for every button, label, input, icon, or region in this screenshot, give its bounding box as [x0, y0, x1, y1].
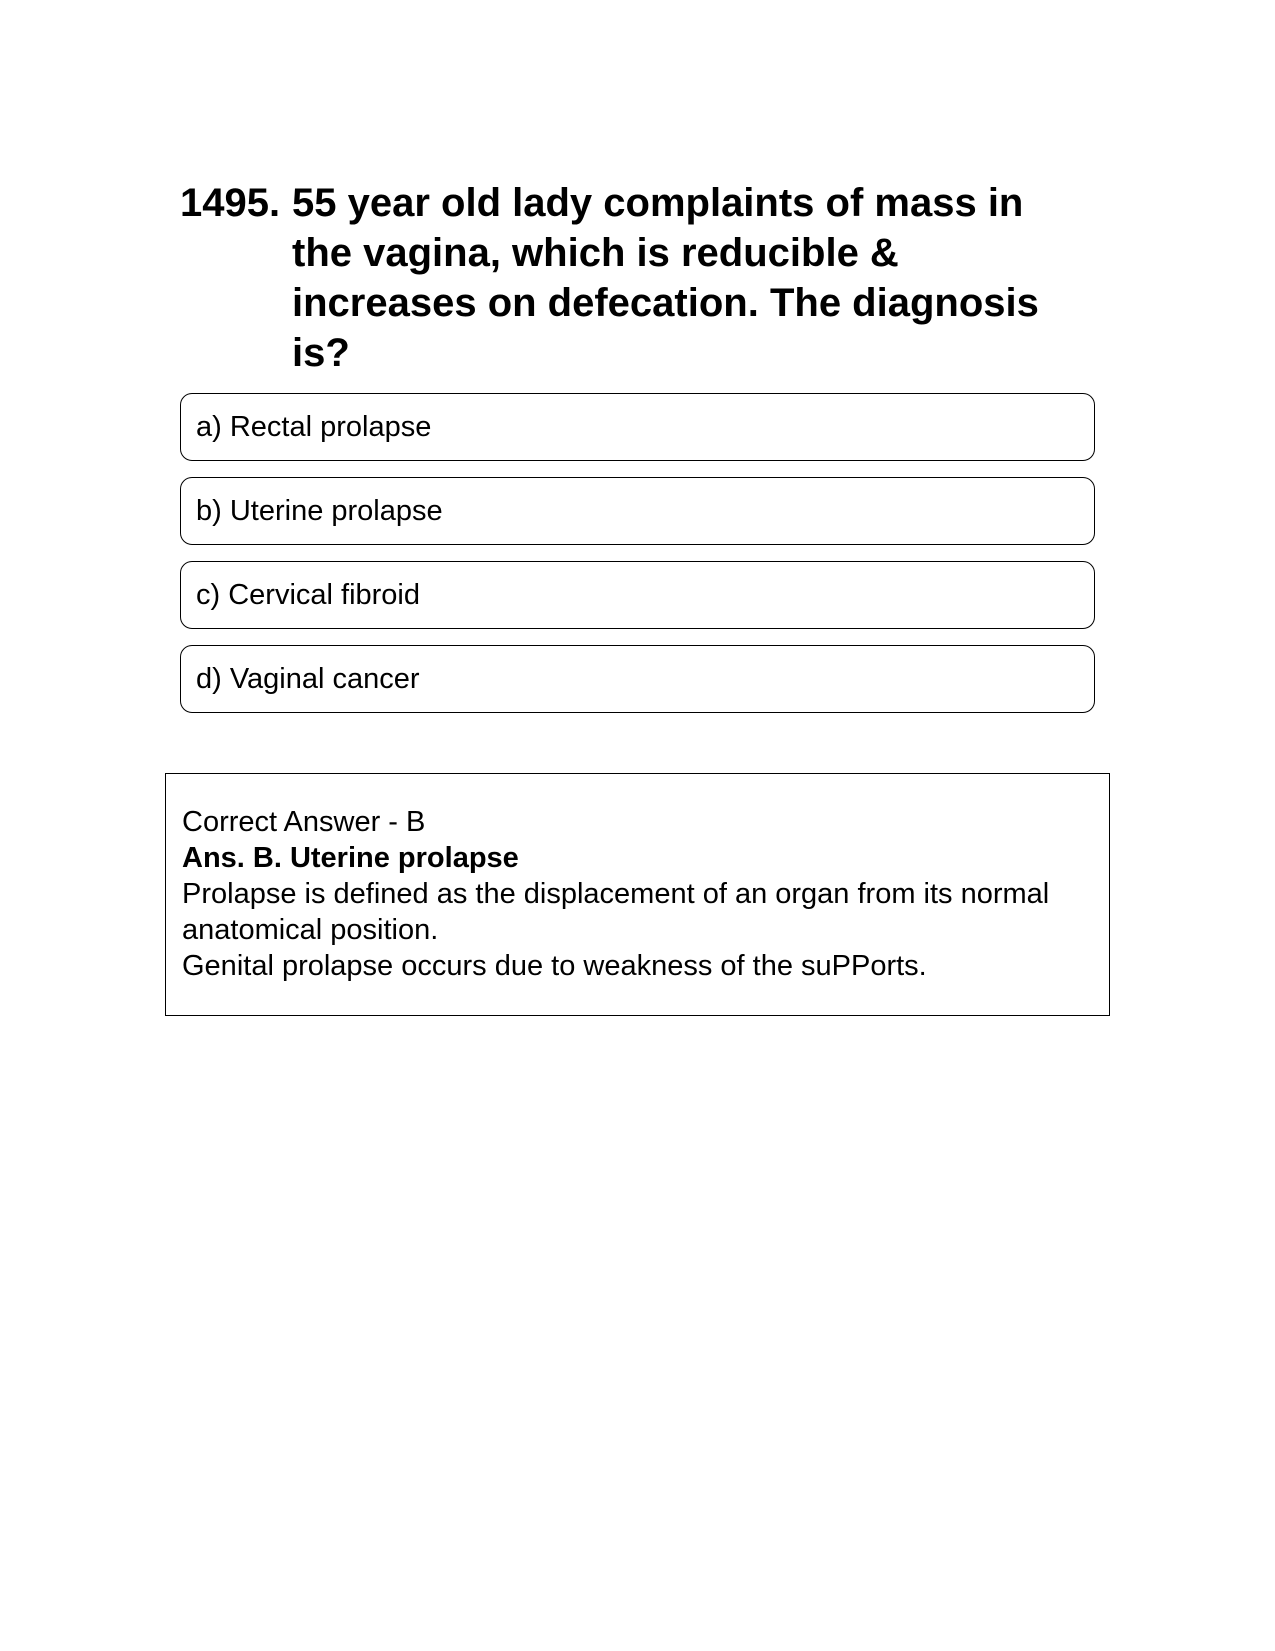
- option-a[interactable]: a) Rectal prolapse: [180, 393, 1095, 461]
- options-list: [180, 393, 1095, 729]
- option-b[interactable]: b) Uterine prolapse: [180, 477, 1095, 545]
- answer-explanation-box: [165, 773, 1110, 1016]
- correct-answer: Correct Answer - B: [182, 806, 426, 838]
- question-text: 55 year old lady complaints of mass in the vagina, which is reducible & increases on defecation. The diagnosis is?: [292, 181, 1039, 375]
- option-c[interactable]: c) Cervical fibroid: [180, 561, 1095, 629]
- answer-title: Ans. B. Uterine prolapse: [182, 842, 519, 874]
- question: [180, 178, 1090, 378]
- option-d[interactable]: d) Vaginal cancer: [180, 645, 1095, 713]
- explanation-line-2: Genital prolapse occurs due to weakness of the suPPorts.: [182, 950, 927, 982]
- explanation-line-1: Prolapse is defined as the displacement of an organ from its normal anatomical position.: [182, 878, 1050, 946]
- question-number: 1495.: [180, 181, 281, 225]
